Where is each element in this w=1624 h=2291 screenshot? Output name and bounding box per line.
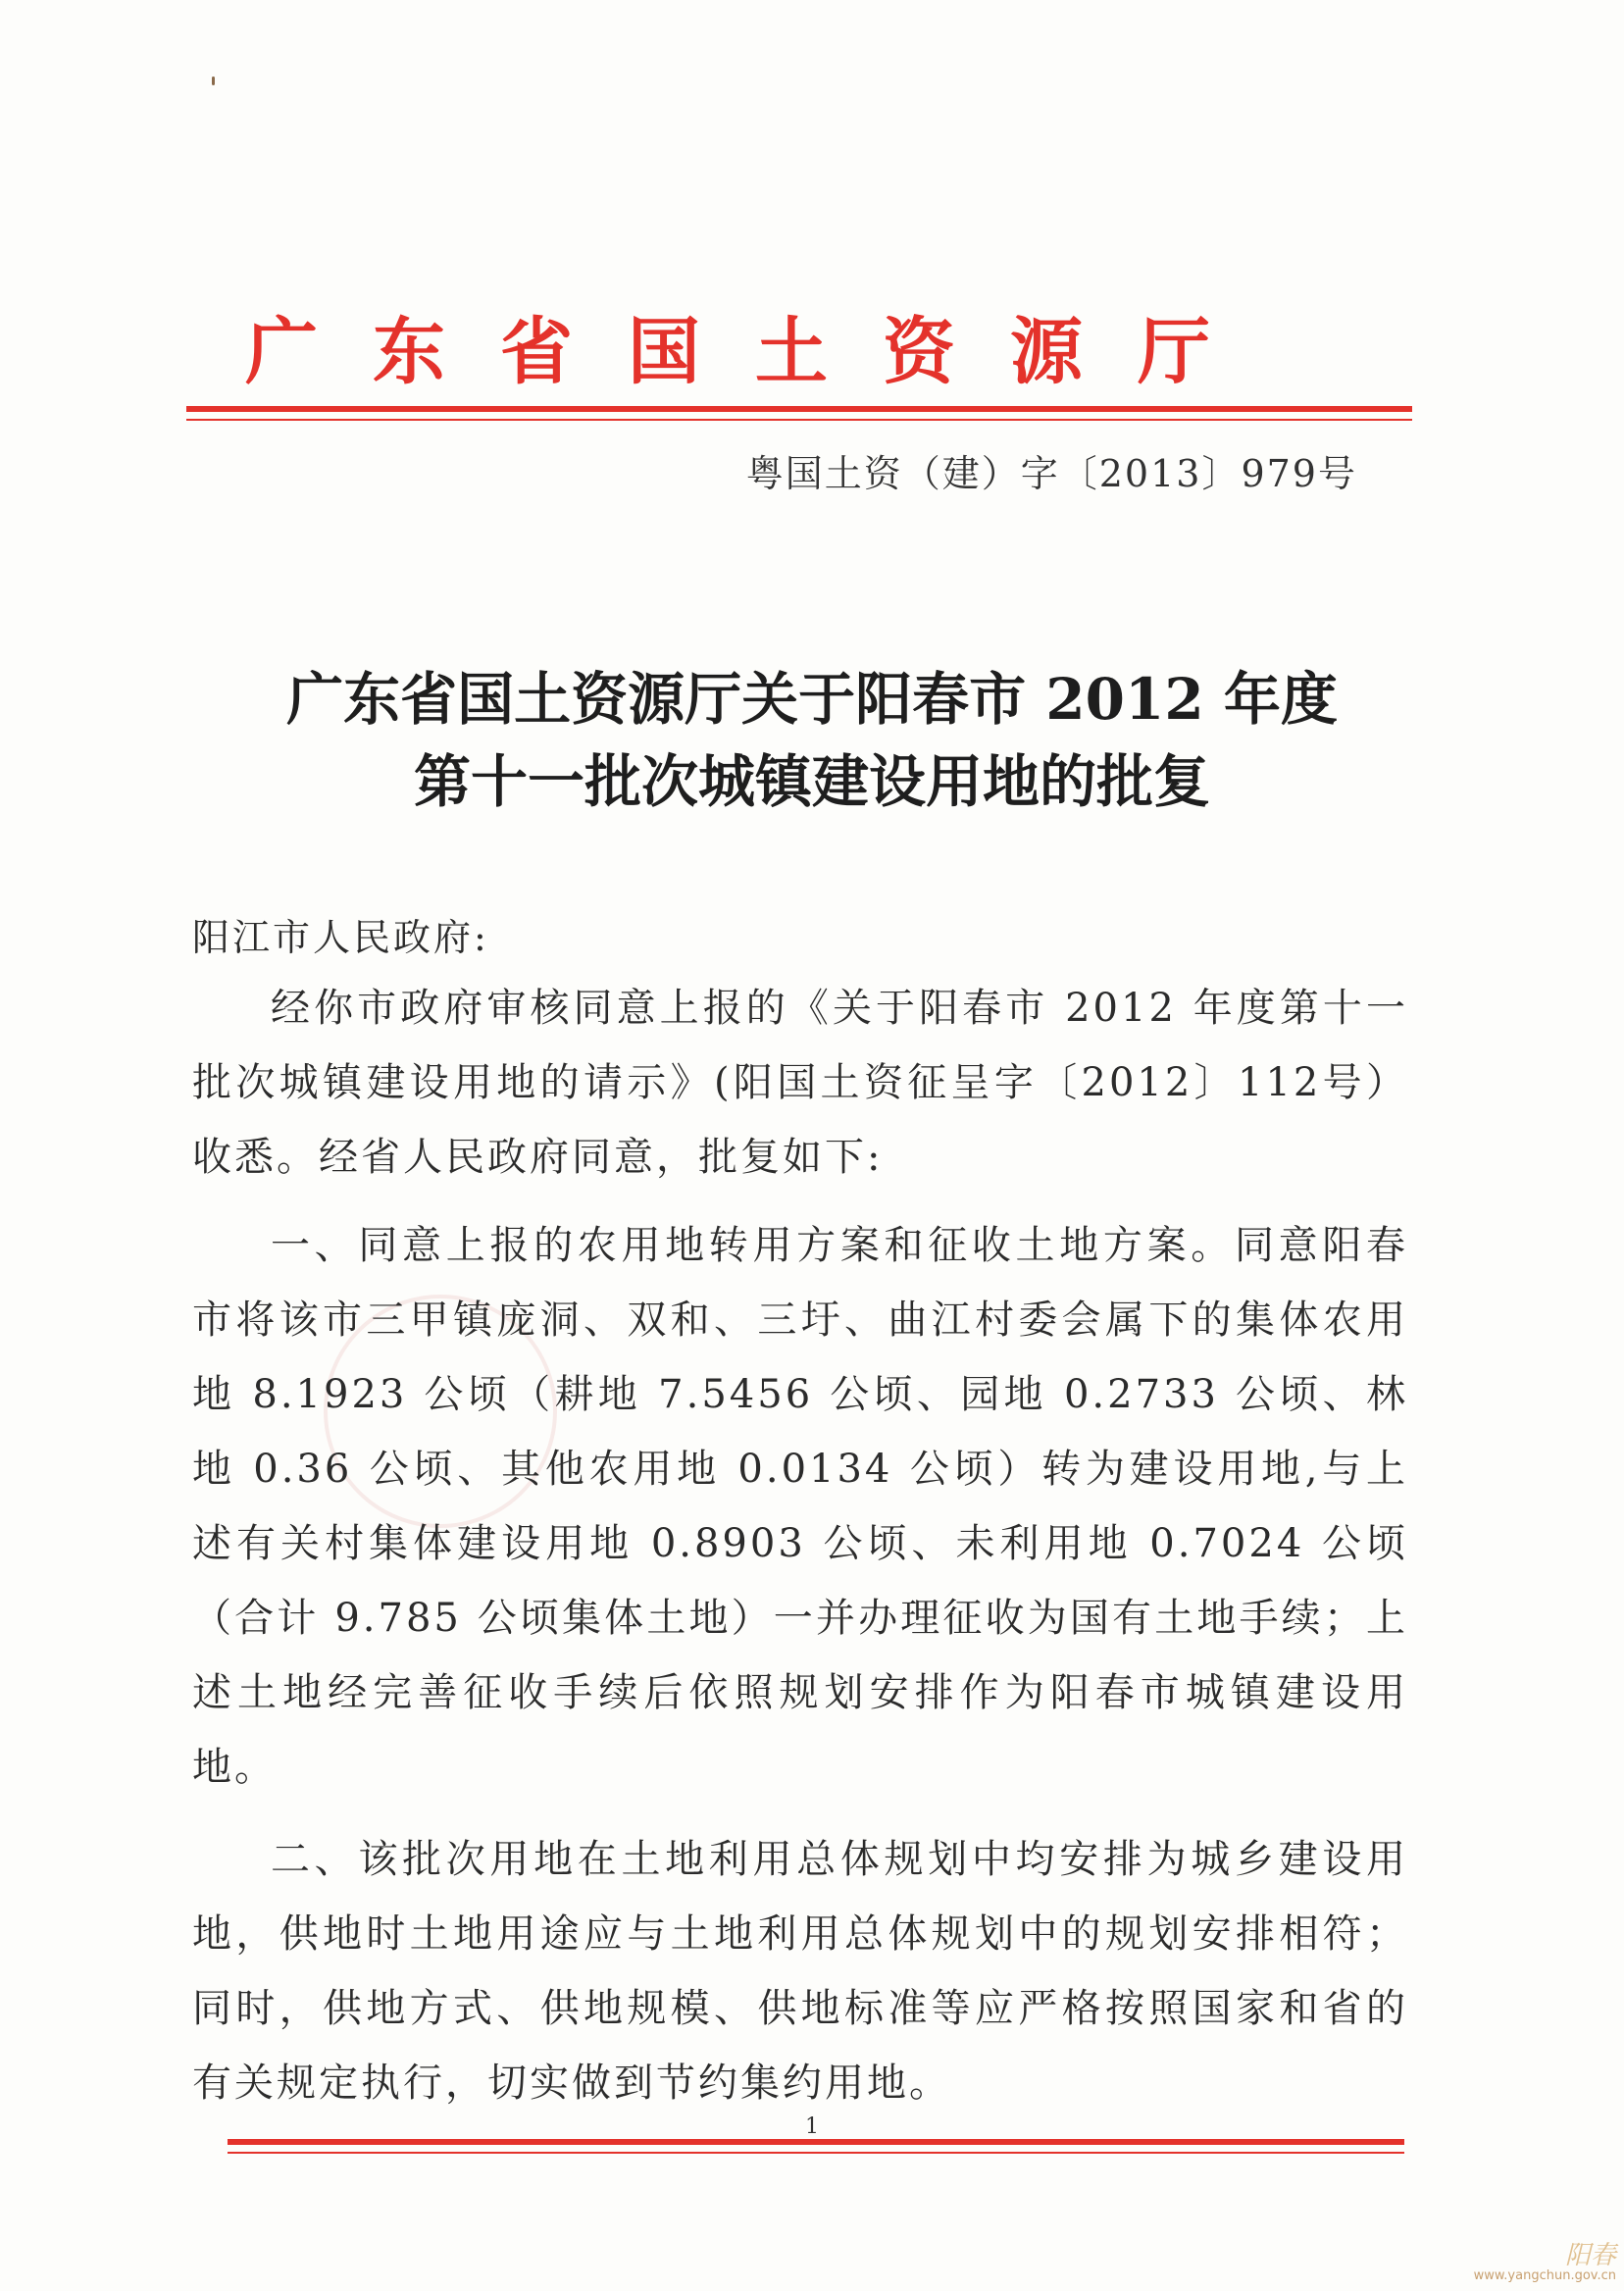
issuing-authority-header: 广东省国土资源厅 [245, 310, 1265, 394]
footer-red-rule-thin [228, 2152, 1404, 2154]
footer-red-rule [228, 2139, 1404, 2145]
document-number: 粤国土资（建）字〔2013〕979号 [745, 452, 1357, 495]
document-title-line-2: 第十一批次城镇建设用地的批复 [413, 748, 1210, 815]
document-body [192, 971, 1408, 2120]
salutation: 阳江市人民政府: [192, 916, 489, 959]
header-red-rule-thin [186, 419, 1412, 421]
page-number: 1 [805, 2114, 819, 2139]
body-paragraph: 二、该批次用地在土地利用总体规划中均安排为城乡建设用地，供地时土地用途应与土地利用总体规划中的规划安排相符；同时，供地方式、供地规模、供地标准等应严格按照国家和省的有关规定执行，切实做到节约集约用地。 [192, 1837, 1408, 2106]
scan-speck [212, 76, 215, 85]
watermark-url: www.yangchun.gov.cn [1473, 2268, 1616, 2283]
header-red-rule [186, 406, 1412, 412]
document-title-line-1: 广东省国土资源厅关于阳春市 2012 年度 [286, 666, 1338, 733]
site-watermark [1474, 2243, 1616, 2283]
body-paragraph: 经你市政府审核同意上报的《关于阳春市 2012 年度第十一批次城镇建设用地的请示》(阳国土资征呈字〔2012〕112号）收悉。经省人民政府同意，批复如下: [192, 986, 1408, 1180]
body-paragraph: 一、同意上报的农用地转用方案和征收土地方案。同意阳春市将该市三甲镇庞洞、双和、三圩、曲江村委会属下的集体农用地 8.1923 公顷（耕地 7.5456 公顷、园地 0.2733 公顷、林地 0.36 公顷、其他农用地 0.0134 公顷）转为建设用地,与上述有关村集体建设用地 0.8903 公顷、未利用地 0.7024 公顷（合计 9.785 公顷集体土地）一并办理征收为国有土地手续；上述土地经完善征收手续后依照规划安排作为阳春市城镇建设用地。 [192, 1223, 1408, 1790]
watermark-logo: 阳春 [1564, 2241, 1616, 2270]
